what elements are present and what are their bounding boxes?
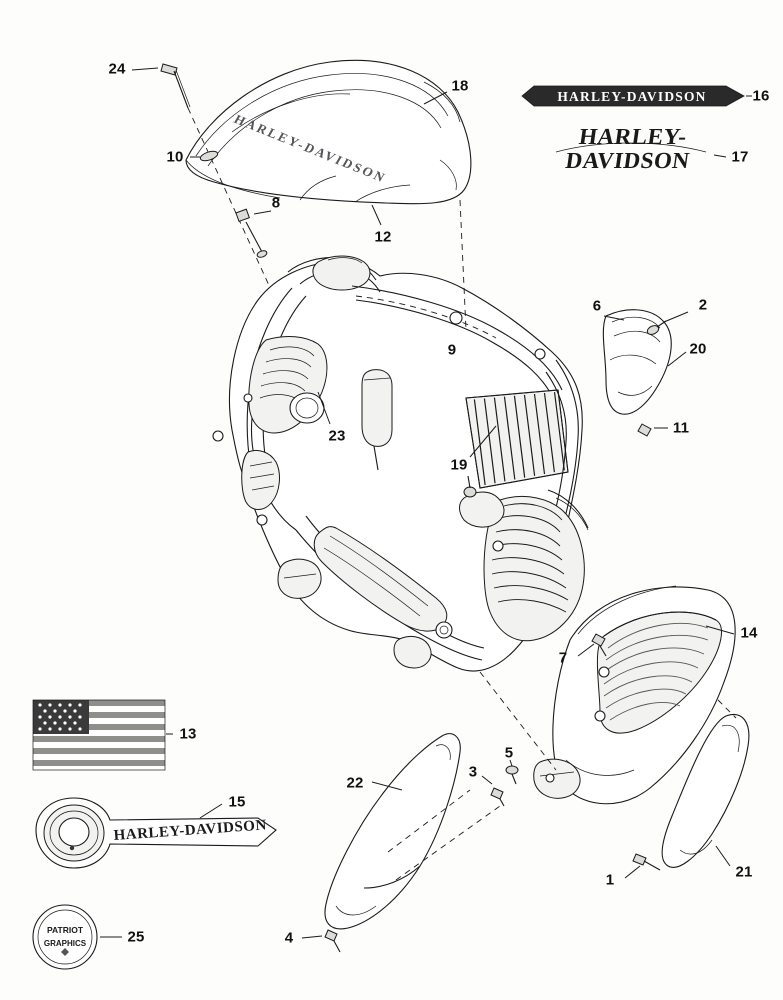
- pin-11: [638, 424, 651, 436]
- fastener-3: [491, 788, 504, 806]
- callout-19: 19: [450, 456, 468, 474]
- bolt-8: [236, 209, 268, 258]
- callout-18: 18: [451, 77, 469, 95]
- svg-text:HARLEY-: HARLEY-: [577, 123, 689, 149]
- bar-wordmark-decal-16: [522, 86, 744, 106]
- callout-6: 6: [592, 297, 602, 315]
- callout-5: 5: [504, 744, 514, 762]
- svg-text:PATRIOT: PATRIOT: [46, 925, 84, 935]
- motorcycle-frame: [213, 256, 588, 671]
- fastener-5: [506, 766, 518, 784]
- callout-4: 4: [284, 929, 294, 947]
- screw-24: [161, 64, 190, 108]
- callout-21: 21: [735, 863, 753, 881]
- callout-13: 13: [179, 725, 197, 743]
- patriot-badge-25: [33, 905, 97, 969]
- callout-10: 10: [166, 148, 184, 166]
- svg-text:HARLEY-DAVIDSON: HARLEY-DAVIDSON: [113, 817, 268, 844]
- callout-2: 2: [698, 296, 708, 314]
- callout-12: 12: [374, 228, 392, 246]
- callout-14: 14: [740, 624, 758, 642]
- callout-7: 7: [558, 649, 568, 667]
- front-fender-group: [186, 60, 471, 203]
- stacked-wordmark-decal-17: [556, 123, 706, 173]
- flag-decal-13: [33, 700, 165, 770]
- callout-9: 9: [447, 341, 457, 359]
- callout-11: 11: [672, 419, 690, 437]
- callout-17: 17: [731, 148, 749, 166]
- svg-text:HARLEY-DAVIDSON: HARLEY-DAVIDSON: [557, 89, 707, 104]
- callout-3: 3: [468, 763, 478, 781]
- svg-text:GRAPHICS: GRAPHICS: [43, 939, 87, 948]
- svg-text:DAVIDSON: DAVIDSON: [564, 147, 692, 173]
- callout-15: 15: [228, 793, 246, 811]
- screw-4: [325, 930, 340, 952]
- callout-20: 20: [689, 340, 707, 358]
- side-cover-20: [603, 310, 671, 414]
- callout-25: 25: [127, 928, 145, 946]
- callout-24: 24: [108, 60, 126, 78]
- callout-22: 22: [346, 774, 364, 792]
- callout-8: 8: [271, 194, 281, 212]
- callout-16: 16: [752, 87, 770, 105]
- callout-1: 1: [605, 871, 615, 889]
- svg-text:HARLEY-DAVIDSON: HARLEY-DAVIDSON: [231, 111, 390, 186]
- callout-23: 23: [328, 427, 346, 445]
- screw-1: [633, 854, 660, 870]
